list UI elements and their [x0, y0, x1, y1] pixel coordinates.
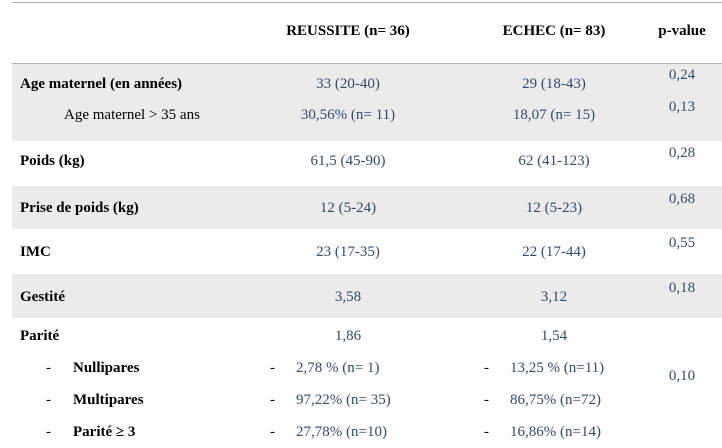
value-nullipares-echec: 13,25 % (n=11)	[510, 360, 605, 376]
header-reussite: REUSSITE (n= 36)	[286, 23, 410, 39]
header-rule	[12, 63, 722, 64]
value-age35-reussite: 30,56% (n= 11)	[300, 107, 396, 123]
results-table	[12, 0, 722, 448]
value-gestite-reussite: 3,58	[334, 289, 362, 305]
bullet-parite3-echec: -	[484, 424, 489, 440]
bullet-parite3: -	[46, 424, 51, 440]
value-nullipares-reussite: 2,78 % (n= 1)	[296, 360, 380, 376]
pvalue-age: 0,24	[668, 67, 696, 83]
label-prise-poids: Prise de poids (kg)	[20, 200, 139, 216]
value-parite-echec: 1,54	[540, 328, 568, 344]
pvalue-age35: 0,13	[668, 99, 696, 115]
bullet-multipares-echec: -	[484, 392, 489, 408]
value-parite-reussite: 1,86	[334, 328, 362, 344]
value-multipares-echec: 86,75% (n=72)	[510, 392, 601, 408]
value-poids-reussite: 61,5 (45-90)	[310, 153, 386, 169]
header-pvalue: p-value	[658, 23, 706, 39]
bullet-multipares: -	[46, 392, 51, 408]
label-parite: Parité	[20, 328, 60, 344]
bullet-multipares-reussite: -	[270, 392, 275, 408]
label-age-maternel: Age maternel (en années)	[20, 76, 183, 92]
value-age35-echec: 18,07 (n= 15)	[512, 107, 596, 123]
bullet-nullipares-reussite: -	[270, 360, 275, 376]
value-parite3-reussite: 27,78% (n=10)	[296, 424, 387, 440]
value-age-echec: 29 (18-43)	[522, 76, 586, 92]
bullet-nullipares-echec: -	[484, 360, 489, 376]
pvalue-prise: 0,68	[668, 191, 696, 207]
value-prise-echec: 12 (5-23)	[525, 200, 583, 216]
label-multipares: Multipares	[73, 392, 144, 408]
value-gestite-echec: 3,12	[540, 289, 568, 305]
value-imc-reussite: 23 (17-35)	[316, 244, 380, 260]
label-nullipares: Nullipares	[73, 360, 140, 376]
value-imc-echec: 22 (17-44)	[522, 244, 586, 260]
pvalue-poids: 0,28	[668, 145, 696, 161]
bullet-nullipares: -	[46, 360, 51, 376]
bullet-parite3-reussite: -	[270, 424, 275, 440]
pvalue-parite: 0,10	[668, 368, 696, 384]
value-multipares-reussite: 97,22% (n= 35)	[296, 392, 391, 408]
value-poids-echec: 62 (41-123)	[518, 153, 590, 169]
label-gestite: Gestité	[20, 289, 65, 305]
header-echec: ECHEC (n= 83)	[502, 23, 606, 39]
value-parite3-echec: 16,86% (n=14)	[510, 424, 601, 440]
value-age-reussite: 33 (20-40)	[316, 76, 380, 92]
pvalue-imc: 0,55	[668, 235, 696, 251]
top-rule	[12, 2, 722, 3]
label-poids: Poids (kg)	[20, 153, 85, 169]
label-imc: IMC	[20, 244, 51, 260]
value-prise-reussite: 12 (5-24)	[319, 200, 377, 216]
label-parite-3: Parité ≥ 3	[73, 424, 136, 440]
pvalue-gestite: 0,18	[668, 280, 696, 296]
label-age-35: Age maternel > 35 ans	[64, 107, 200, 123]
